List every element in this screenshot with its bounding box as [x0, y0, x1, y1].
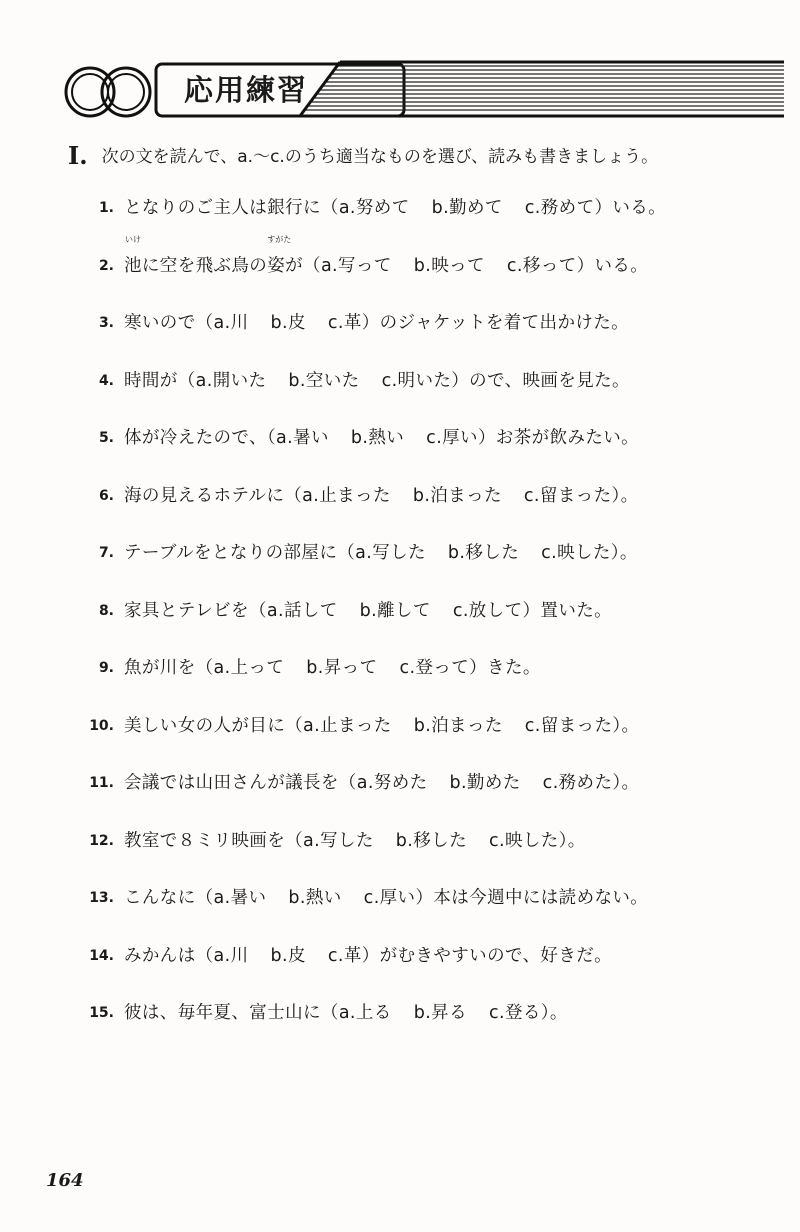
sentence-post: ）本は今週中には読めない。 [415, 888, 649, 908]
item-sentence [124, 658, 541, 678]
choice-group [214, 313, 362, 333]
choice-option: b.皮 [270, 313, 306, 333]
sentence-post: ）。 [612, 773, 640, 793]
choice-option: c.革 [327, 945, 362, 966]
sentence-pre: 家具とテレビを（ [124, 600, 267, 621]
choice-option: c.留まった [523, 485, 612, 506]
choice-option: b.空いた [288, 370, 360, 391]
instruction-text: 次の文を読んで、a.〜c.のうち適当なものを選び、読みも書きましょう。 [101, 147, 659, 167]
item-number: 15. [89, 1005, 114, 1021]
ruby-word [124, 234, 142, 285]
item-sentence [124, 371, 630, 391]
sentence-pre: 時間が（ [124, 370, 196, 391]
ruby-base: 姿 [267, 255, 286, 276]
item-sentence [124, 543, 638, 563]
sentence-pre: 彼は、毎年夏、富士山に（ [124, 1003, 339, 1023]
sentence-post: ）いる。 [576, 255, 649, 276]
choice-option: b.昇る [413, 1003, 467, 1023]
choice-group [321, 256, 577, 276]
sentence-pre: 寒いので（ [124, 313, 214, 333]
sentence-post: ）。 [540, 1003, 568, 1023]
item-sentence [124, 198, 666, 218]
ruby-base: 池 [124, 255, 142, 276]
sentence-pre: こんなに（ [124, 888, 214, 908]
item-sentence [124, 601, 612, 621]
item-number: 13. [89, 890, 114, 906]
sentence-post: ）お茶が飲みたい。 [477, 428, 640, 448]
choice-group [303, 831, 559, 851]
choice-group [276, 428, 478, 448]
choice-option: a.努めて [338, 198, 410, 218]
choice-option: b.離して [359, 600, 431, 621]
item-number: 9. [98, 660, 114, 676]
choice-option: b.泊まった [413, 715, 503, 736]
exercise-item [60, 534, 780, 572]
choice-option: c.放して [452, 600, 523, 621]
choice-group [267, 601, 523, 621]
sentence-pre: 美しい女の人が目に（ [124, 715, 303, 736]
exercise-item [60, 189, 780, 227]
choice-group [214, 658, 470, 678]
choice-option: b.移した [395, 830, 467, 851]
sentence-pre: みかんは（ [124, 945, 214, 966]
exercise-item [60, 937, 780, 975]
choice-option: b.熱い [288, 888, 342, 908]
choice-option: b.勤めて [431, 198, 503, 218]
choice-option: a.開いた [195, 370, 267, 391]
item-sentence [124, 486, 639, 506]
item-sentence [124, 428, 639, 448]
sentence-post: ）。 [610, 543, 638, 563]
choice-option: c.移って [506, 255, 577, 276]
choice-option: c.登って [399, 658, 470, 678]
choice-option: c.登る [488, 1003, 541, 1023]
sentence-post: ）いる。 [594, 198, 667, 218]
item-sentence [124, 716, 639, 736]
furigana: すがた [267, 234, 292, 244]
choice-option: a.止まった [302, 485, 391, 506]
item-sentence [124, 313, 629, 333]
choice-group [355, 543, 611, 563]
item-sentence [124, 888, 648, 908]
choice-option: b.泊まった [412, 485, 502, 506]
sentence-pre: 会議では山田さんが議長を（ [124, 773, 357, 793]
sentence-post: ）ので、映画を見た。 [451, 370, 630, 391]
choice-group [302, 486, 611, 506]
item-number: 12. [89, 832, 114, 849]
choice-option: a.努めた [356, 773, 428, 793]
choice-option: c.留まった [524, 715, 613, 736]
sentence-pre: 体が冷えたので、（ [124, 428, 276, 448]
exercise-item [60, 304, 780, 342]
choice-group [339, 198, 595, 218]
sentence-post: ）置いた。 [522, 600, 613, 621]
item-number: 10. [89, 717, 114, 734]
choice-group [339, 1003, 541, 1023]
item-sentence [124, 773, 639, 793]
item-sentence [124, 946, 612, 966]
choice-option: a.写って [320, 255, 392, 276]
furigana: いけ [124, 234, 141, 244]
choice-option: a.止まった [303, 715, 392, 736]
choice-option: a.写した [355, 543, 426, 563]
exercise-item [60, 649, 780, 687]
choice-option: a.暑い [276, 428, 329, 448]
sentence-pre: となりのご主人は銀行に（ [124, 198, 339, 218]
page-number: 164 [46, 1170, 84, 1191]
sentence-post: ）。 [611, 485, 639, 506]
exercise-item [60, 362, 780, 400]
choice-option: c.映した [541, 543, 611, 563]
page-title: 応用練習 [184, 73, 309, 107]
exercise-item [60, 764, 780, 802]
item-number: 6. [98, 487, 114, 504]
choice-option: c.厚い [363, 888, 416, 908]
sentence-pre: テーブルをとなりの部屋に（ [124, 543, 356, 563]
sentence-post: ）。 [612, 715, 640, 736]
item-number: 8. [98, 602, 114, 619]
choice-option: a.暑い [213, 888, 267, 908]
sentence-pre: 海の見えるホテルに（ [124, 485, 303, 506]
choice-option: b.昇って [306, 658, 378, 678]
choice-group [303, 716, 612, 736]
sentence-post: ）がむきやすいので、好きだ。 [361, 945, 613, 966]
sentence-pre-visible: に空を飛ぶ鳥の [141, 255, 268, 276]
item-number: 14. [89, 947, 114, 964]
item-sentence [124, 1003, 568, 1023]
choice-option: b.移した [447, 543, 520, 563]
choice-option: c.映した [488, 830, 559, 851]
choice-option: b.熱い [350, 428, 405, 448]
exercise-item [60, 419, 780, 457]
item-sentence [124, 831, 586, 851]
choice-option: c.革 [327, 313, 362, 333]
item-number: 11. [89, 775, 114, 791]
choice-option: b.映って [413, 255, 485, 276]
choice-option: a.川 [213, 945, 249, 966]
choice-option: a.写した [303, 830, 374, 851]
choice-group [214, 888, 416, 908]
exercise-item [60, 477, 780, 515]
choice-option: a.上って [213, 658, 285, 678]
item-number: 7. [98, 545, 114, 561]
item-number: 1. [98, 200, 114, 216]
item-number: 3. [98, 315, 114, 331]
item-number: 5. [98, 430, 114, 446]
choice-option: c.務めた [542, 773, 613, 793]
choice-option: a.話して [266, 600, 338, 621]
exercise-item [60, 822, 780, 860]
sentence-post: ）きた。 [469, 658, 541, 678]
exercise-item [60, 707, 780, 745]
sentence-post: ）のジャケットを着て出かけた。 [361, 313, 630, 333]
exercise-item [60, 994, 780, 1032]
sentence-pre: 教室で８ミリ映画を（ [124, 830, 303, 851]
ruby-word [267, 234, 292, 285]
item-sentence [124, 234, 649, 276]
choice-group [196, 371, 452, 391]
sentence-pre-after: が（ [285, 255, 321, 276]
exercise-item [60, 879, 780, 917]
choice-option: b.勤めた [449, 773, 521, 793]
choice-group [357, 773, 613, 793]
choice-option: b.皮 [270, 945, 306, 966]
item-number: 2. [98, 257, 114, 274]
choice-option: a.川 [213, 313, 249, 333]
sentence-post: ）。 [558, 830, 586, 851]
exercise-item [60, 234, 780, 285]
choice-option: c.明いた [381, 370, 452, 391]
exercise-item [60, 592, 780, 630]
section-numeral: I. [68, 141, 88, 170]
choice-option: c.厚い [426, 428, 478, 448]
choice-option: a.上る [338, 1003, 392, 1023]
item-number: 4. [98, 372, 114, 389]
choice-group [214, 946, 362, 966]
choice-option: c.務めて [524, 198, 595, 218]
sentence-pre: 魚が川を（ [124, 658, 214, 678]
